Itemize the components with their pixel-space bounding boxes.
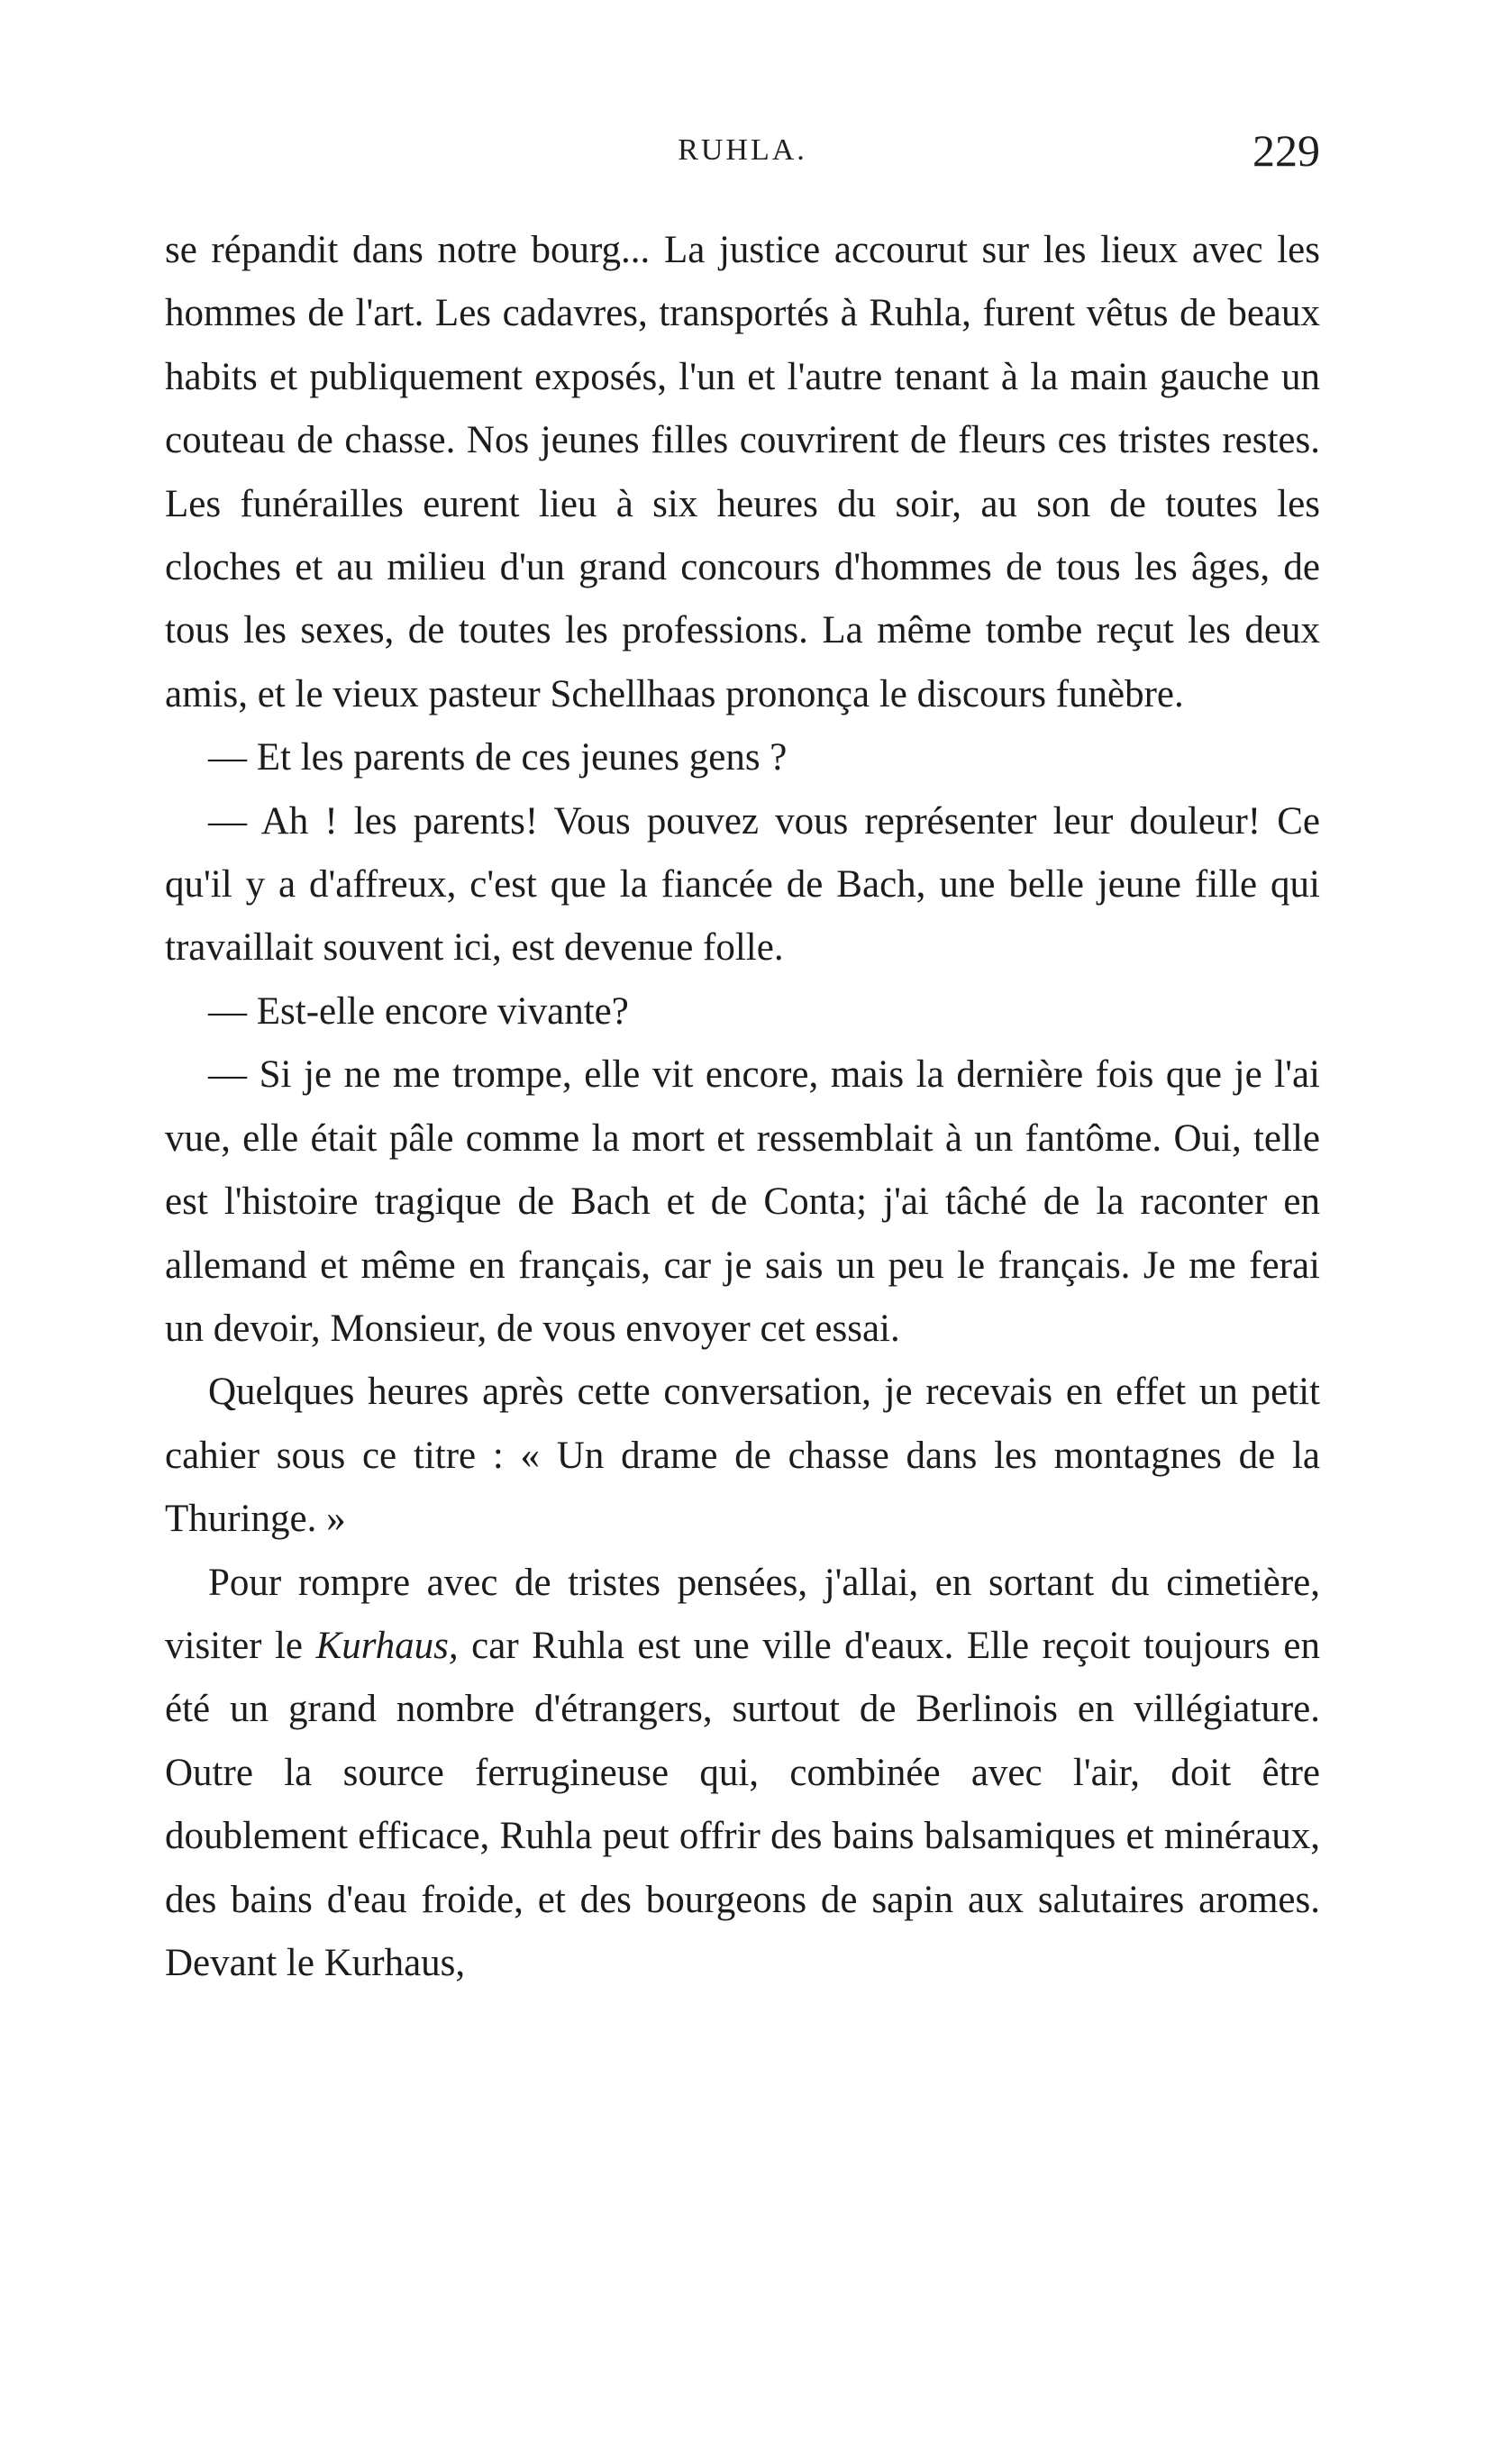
dialogue-paragraph: — Ah ! les parents! Vous pouvez vous représenter leur douleur! Ce qu'il y a d'affreux, c'est que la fiancée de Bach, une belle jeune fille qui travaillait souvent ici, est devenue folle. bbox=[165, 799, 1320, 970]
paragraph-text-start: Pour rompre avec de tristes pensées, j'allai, en sortant du cimetière, visiter le bbox=[165, 1561, 1320, 1667]
paragraph bbox=[165, 1552, 1320, 1996]
paragraph: Quelques heures après cette conversation, je recevais en effet un petit cahier sous ce titre : « Un drame de chasse dans les montagnes de la Thuringe. » bbox=[165, 1371, 1320, 1541]
dialogue-paragraph: — Et les parents de ces jeunes gens ? bbox=[208, 736, 788, 779]
dialogue-paragraph: — Est-elle encore vivante? bbox=[208, 989, 629, 1033]
italic-term: Kurhaus, bbox=[315, 1624, 459, 1667]
paragraph-text-end: car Ruhla est une ville d'eaux. Elle reçoit toujours en été un grand nombre d'étrangers, surtout de Berlinois en villégiature. Outre la source ferrugineuse qui, combinée avec l'air, doit être doublement efficace, Ruhla peut offrir des bains balsamiques et minéraux, des bains d'eau froide, et des bourgeons de sapin aux salutaires aromes. Devant le Kurhaus, bbox=[165, 1624, 1321, 1984]
running-header bbox=[165, 124, 1320, 196]
page-number: 229 bbox=[1252, 125, 1320, 176]
paragraph-continued: se répandit dans notre bourg... La justice accourut sur les lieux avec les hommes de l'art. Les cadavres, transportés à Ruhla, furent vêtus de beaux habits et publiquement exposés, l'un et l'autre tenant à la main gauche un couteau de chasse. Nos jeunes filles couvrirent de fleurs ces tristes restes. Les funérailles eurent lieu à six heures du soir, au son de toutes les cloches et au milieu d'un grand concours d'hommes de tous les âges, de tous les sexes, de toutes les professions. La même tombe reçut les deux amis, et le vieux pasteur Schellhaas prononça le discours funèbre. bbox=[165, 229, 1320, 715]
dialogue-paragraph: — Si je ne me trompe, elle vit encore, mais la dernière fois que je l'ai vue, elle était pâle comme la mort et ressemblait à un fantôme. Oui, telle est l'histoire tragique de Bach et de Conta; j'ai tâché de la raconter en allemand et même en français, car je sais un peu le français. Je me ferai un devoir, Monsieur, de vous envoyer cet essai. bbox=[165, 1053, 1320, 1350]
body-text bbox=[165, 219, 1320, 1995]
running-title: RUHLA. bbox=[678, 133, 807, 167]
